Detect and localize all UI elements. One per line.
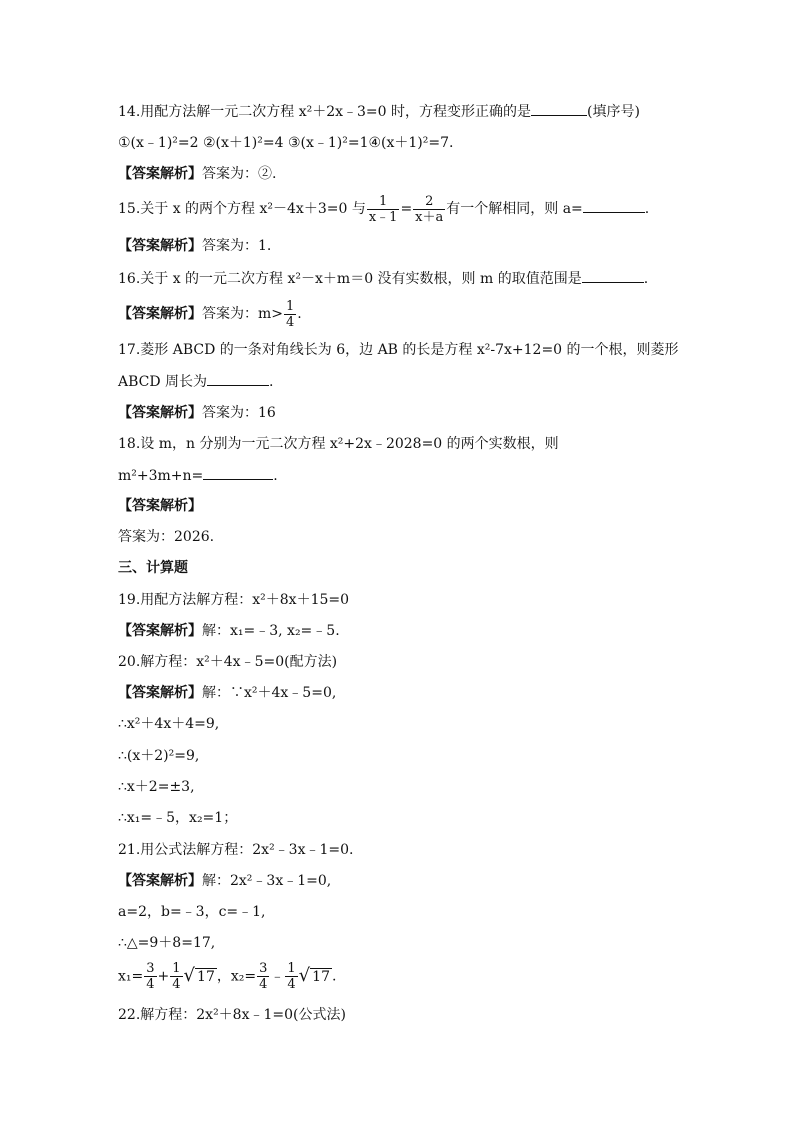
root-1-fraction-2 — [170, 961, 182, 992]
answer-tag: 【答案解析】 — [118, 685, 202, 701]
q15-fraction-2 — [413, 194, 445, 225]
fraction-numerator: 1 — [378, 193, 388, 209]
root-end: . — [331, 968, 337, 985]
fraction-denominator: 4 — [286, 314, 295, 330]
q17-line-2-pre: ABCD 周长为 — [118, 374, 208, 390]
q18-answer: 答案为：2026. — [118, 529, 215, 545]
q19-answer-line — [118, 621, 340, 641]
fraction-denominator: 4 — [146, 977, 155, 992]
q21-answer: 解：2x²﹣3x﹣1=0, — [202, 873, 332, 889]
q16-answer-end: . — [297, 306, 302, 322]
separator: ， — [216, 968, 231, 985]
fraction-denominator: 4 — [172, 977, 181, 992]
q15-stem-a: 15.关于 x 的两个方程 x²－4x＋3=0 与 — [118, 201, 366, 217]
q17-blank[interactable] — [207, 371, 269, 386]
q20-answer-line — [118, 683, 336, 703]
root-2-label: x₂= — [230, 968, 257, 985]
q14-answer: 答案为：②. — [202, 166, 277, 182]
q16-answer-line — [118, 297, 302, 331]
radicand: 17 — [312, 969, 330, 985]
q22-stem: 22.解方程：2x²＋8x﹣1=0(公式法) — [118, 1007, 346, 1023]
q21-roots-line — [118, 956, 336, 997]
radicand: 17 — [197, 969, 215, 985]
root-1-label: x₁= — [118, 968, 144, 985]
q20-step-3: ∴x＋2=±3, — [118, 779, 195, 795]
square-root — [299, 956, 332, 997]
fraction-denominator: 4 — [259, 977, 268, 992]
answer-tag: 【答案解析】 — [118, 306, 202, 322]
q17-end: . — [269, 374, 274, 390]
plus-sign: + — [157, 968, 170, 985]
q16-end: . — [643, 271, 649, 287]
q19-stem: 19.用配方法解方程：x²＋8x＋15=0 — [118, 592, 350, 608]
q21-answer-line — [118, 871, 331, 891]
answer-tag: 【答案解析】 — [118, 873, 202, 889]
q20-answer: 解：∵x²＋4x﹣5=0, — [202, 685, 337, 701]
q17-answer-line — [118, 403, 276, 423]
q16-fraction — [284, 299, 296, 330]
q15-answer-line — [118, 236, 271, 256]
answer-tag: 【答案解析】 — [118, 238, 202, 254]
q21-step-1: a=2，b=﹣3，c=﹣1, — [118, 904, 266, 920]
q18-end: . — [273, 468, 278, 484]
q15-end: . — [644, 201, 650, 217]
q14-blank[interactable] — [531, 101, 587, 116]
fraction-numerator: 3 — [146, 961, 155, 976]
q18-blank[interactable] — [203, 465, 273, 480]
q15-stem-b: 有一个解相同，则 a= — [446, 201, 583, 217]
q14-tail: (填序号) — [587, 104, 640, 120]
q20-stem: 20.解方程：x²＋4x﹣5=0(配方法) — [118, 654, 338, 670]
fraction-denominator: x﹣1 — [368, 209, 398, 225]
q14-stem-line — [118, 101, 640, 122]
radical-icon: √ — [183, 965, 196, 986]
fraction-numerator: 2 — [425, 193, 434, 209]
q15-stem-line — [118, 192, 649, 226]
minus-sign: ﹣ — [270, 968, 285, 985]
fraction-denominator: x＋a — [415, 209, 444, 225]
q20-step-2: ∴(x＋2)²=9, — [118, 748, 200, 764]
q18-answer-tag: 【答案解析】 — [118, 498, 202, 514]
root-1-fraction-1 — [144, 961, 156, 992]
radical-icon: √ — [298, 965, 311, 986]
q16-stem: 16.关于 x 的一元二次方程 x²－x＋m＝0 没有实数根，则 m 的取值范围是 — [118, 271, 582, 287]
q21-step-2: ∴△=9＋8=17, — [118, 935, 216, 951]
fraction-denominator: 4 — [287, 977, 296, 992]
q16-answer-pre: 答案为：m> — [202, 306, 284, 322]
q15-equals: = — [400, 201, 413, 217]
square-root — [184, 956, 217, 997]
fraction-numerator: 1 — [286, 298, 295, 314]
q20-step-1: ∴x²＋4x＋4=9, — [118, 716, 220, 732]
q17-answer: 答案为：16 — [202, 405, 276, 421]
q19-answer: 解：x₁=﹣3, x₂=﹣5. — [202, 623, 340, 639]
q18-line-2 — [118, 465, 278, 486]
q18-line-2-pre: m²+3m+n= — [118, 468, 204, 484]
fraction-numerator: 3 — [259, 961, 268, 976]
root-2-fraction-2 — [285, 961, 297, 992]
q14-options: ①(x﹣1)²=2 ②(x＋1)²=4 ③(x﹣1)²=1④(x＋1)²=7. — [118, 135, 454, 151]
section-heading: 三、计算题 — [118, 560, 188, 576]
answer-tag: 【答案解析】 — [118, 623, 202, 639]
answer-tag: 【答案解析】 — [118, 405, 202, 421]
q18-line-1: 18.设 m，n 分别为一元二次方程 x²+2x﹣2028=0 的两个实数根，则 — [118, 436, 559, 452]
q15-blank[interactable] — [583, 198, 645, 213]
answer-tag: 【答案解析】 — [118, 166, 202, 182]
q17-line-1: 17.菱形 ABCD 的一条对角线长为 6，边 AB 的长是方程 x²-7x+12=0 的一个根，则菱形 — [118, 342, 679, 358]
q20-step-4: ∴x₁=﹣5，x₂=1； — [118, 810, 238, 826]
q15-answer: 答案为：1. — [202, 238, 272, 254]
fraction-numerator: 1 — [287, 961, 296, 976]
q16-stem-line — [118, 268, 648, 289]
root-2-fraction-1 — [257, 961, 269, 992]
q15-fraction-1 — [367, 194, 400, 225]
fraction-numerator: 1 — [172, 961, 181, 976]
q21-stem: 21.用公式法解方程：2x²﹣3x﹣1=0. — [118, 842, 354, 858]
q17-line-2 — [118, 371, 274, 392]
q14-answer-line — [118, 164, 276, 184]
q14-stem: 14.用配方法解一元二次方程 x²＋2x﹣3=0 时，方程变形正确的是 — [118, 104, 532, 120]
q16-blank[interactable] — [582, 268, 644, 283]
